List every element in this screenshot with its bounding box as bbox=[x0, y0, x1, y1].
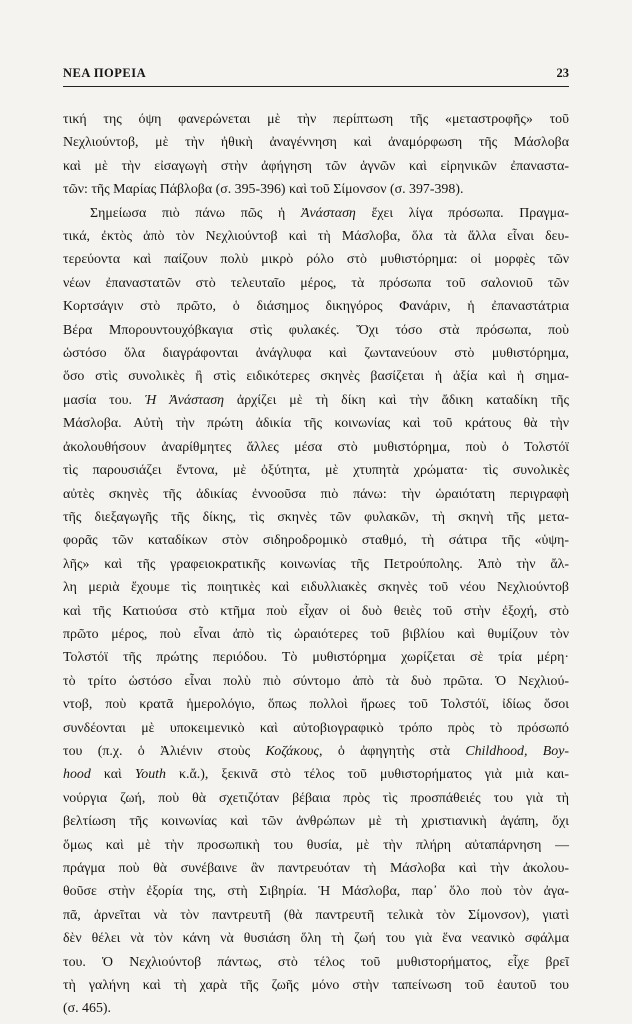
text-line bbox=[63, 459, 569, 482]
text-line bbox=[63, 553, 569, 576]
text-run: νούργια ζωή, ποὺ θὰ σχετιζόταν βέβαια πρὸς τὶς προσπάθειές του γιὰ τὴ bbox=[63, 790, 569, 806]
text-run: τῶν: τῆς Μαρίας Πάβλοβα (σ. 395-396) καὶ τοῦ Σίμονσον (σ. 397-398). bbox=[63, 182, 464, 198]
text-line bbox=[63, 623, 569, 646]
text-run: ἀκολουθήσουν ἀναρίθμητες ἄλλες μέσα στὸ μυθιστόρημα, ποὺ ὁ Τολστόϊ bbox=[63, 439, 569, 455]
text-line bbox=[63, 904, 569, 927]
text-run: καὶ τῆς Κατιούσα στὸ κτῆμα ποὺ εἶχαν οἱ δυὸ θειὲς τοῦ στὴν ἐξοχή, στὸ bbox=[63, 603, 569, 619]
text-run: Τολστόϊ τῆς πρώτης περιόδου. Τὸ μυθιστόρημα χωρίζεται σὲ τρία μέρη· bbox=[63, 650, 569, 666]
text-line bbox=[63, 483, 569, 506]
text-line bbox=[63, 997, 569, 1020]
text-line bbox=[63, 365, 569, 388]
text-line bbox=[63, 763, 569, 786]
text-run: νέων ἐπαναστατῶν στὸ τελευταῖο μέρος, τὰ πρόσωπα τοῦ σαλονιοῦ τῶν bbox=[63, 275, 569, 291]
text-run: καὶ μὲ τὴν εἰσαγωγὴ στὴν ἀφήγηση τῶν ἁγνῶν καὶ εἰρηνικῶν ἐπαναστα- bbox=[63, 158, 569, 174]
italic-title: Κοζάκους bbox=[265, 743, 320, 759]
text-line bbox=[63, 529, 569, 552]
text-run: (σ. 465). bbox=[63, 1001, 111, 1017]
italic-title: Youth bbox=[134, 767, 166, 783]
text-run: τικά, ἐκτὸς ἀπὸ τὸν Νεχλιούντοβ καὶ τὴ Μάσλοβα, ὅλα τὰ ἄλλα εἶναι δευ- bbox=[63, 229, 569, 245]
text-line bbox=[63, 670, 569, 693]
text-line bbox=[63, 787, 569, 810]
text-run: Νεχλιούντοβ, μὲ τὴν ἠθικὴ ἀναγέννηση καὶ ἀναμόρφωση τῆς Μάσλοβα bbox=[63, 135, 569, 151]
text-line bbox=[63, 436, 569, 459]
italic-title: Ἀνάσταση bbox=[301, 205, 356, 221]
text-line bbox=[63, 927, 569, 950]
running-header bbox=[63, 66, 569, 87]
italic-title: hood bbox=[63, 767, 91, 783]
text-run: τική της όψη φανερώνεται μὲ τὴν περίπτωση τῆς «μεταστροφῆς» τοῦ bbox=[63, 112, 569, 127]
text-line bbox=[63, 880, 569, 903]
text-line bbox=[63, 834, 569, 857]
text-run: πράγμα ποὺ θὰ συνέβαινε ἂν παντρευόταν τὴ Μάσλοβα καὶ τὴν ἀκολου- bbox=[63, 861, 569, 876]
text-line bbox=[63, 506, 569, 529]
text-run: δὲν θέλει νὰ τὸν κάνη νὰ θυσιάση ὅλη τὴ ζωή του γιὰ ἕνα νεανικὸ σφάλμα bbox=[63, 931, 569, 947]
text-run: τὴ γαλήνη καὶ τὴ χαρὰ τῆς ζωῆς μόνο στὴν ταπείνωση τοῦ ἑαυτοῦ του bbox=[63, 978, 569, 994]
text-run: Σημείωσα πιὸ πάνω πῶς ἡ bbox=[90, 205, 302, 221]
text-run: Βέρα Μπορουντουχόβκαγια στὶς φυλακές. Ὄχι τόσο στὰ πρόσωπα, ποὺ bbox=[63, 322, 569, 338]
text-line bbox=[63, 178, 569, 201]
text-run: ὅμως καὶ μὲ τὴν προσωπικὴ του θυσία, μὲ τὴν πλήρη αὐταπάρνηση — bbox=[63, 837, 569, 853]
text-run: του. Ὁ Νεχλιούντοβ πάντως, στὸ τέλος τοῦ μυθιστορήματος, εἶχε βρεῖ bbox=[63, 954, 569, 970]
text-line bbox=[63, 810, 569, 833]
text-run: φορᾶς τῶν καταδίκων στὸν σιδηροδρομικὸ σταθμό, τὴ σάτιρα τῆς «ὑψη- bbox=[63, 533, 569, 549]
text-run: του (π.χ. ὁ Ἀλιένιν στοὺς bbox=[63, 743, 266, 759]
text-line bbox=[63, 974, 569, 997]
italic-title: Ἡ Ἀνάσταση bbox=[144, 392, 225, 408]
text-line bbox=[63, 342, 569, 365]
text-line bbox=[63, 857, 569, 880]
text-line bbox=[63, 389, 569, 412]
text-line bbox=[63, 600, 569, 623]
text-line bbox=[63, 693, 569, 716]
text-run: ντοβ, ποὺ κρατᾶ ἡμερολόγιο, ὅπως πολλοὶ ἥρωες τοῦ Τολστόϊ, ἰδίως ὅσοι bbox=[63, 697, 569, 713]
text-line bbox=[63, 202, 569, 225]
text-line bbox=[63, 717, 569, 740]
page-number: 23 bbox=[556, 66, 569, 80]
text-run: ὅσο στὶς συνολικὲς ἢ στὶς ειδικότερες σκηνὲς βασίζεται ἡ ἀξία καὶ ἡ σημα- bbox=[63, 369, 569, 385]
journal-title: ΝΕΑ ΠΟΡΕΙΑ bbox=[63, 66, 147, 80]
text-line bbox=[63, 576, 569, 599]
text-run: ἔχει λίγα πρόσωπα. Πραγμα- bbox=[355, 205, 570, 221]
text-line bbox=[63, 646, 569, 669]
text-run: βελτίωση τῆς κοινωνίας καὶ τῶν ἀνθρώπων μὲ τὴ χριστιανικὴ ἀγάπη, ὄχι bbox=[63, 814, 569, 830]
text-run: αὐτὲς σκηνὲς τῆς ἀδικίας ἐννοοῦσα πιὸ πάνω: τὴν ὡραιότατη περιγραφὴ bbox=[63, 486, 569, 502]
text-line bbox=[63, 131, 569, 154]
text-line bbox=[63, 295, 569, 318]
text-run: ὡστόσο ὅλα διαγράφονται ἀνάγλυφα καὶ ζωντανεύουν στὸ μυθιστόρημα, bbox=[63, 346, 569, 362]
text-run: καὶ bbox=[90, 767, 135, 783]
text-run: Κορτσάγιν στὸ πρῶτο, ὁ διάσημος δικηγόρος Φανάριν, ἡ ἐπαναστάτρια bbox=[63, 299, 569, 315]
italic-title: Childhood, Boy- bbox=[465, 743, 569, 759]
text-run: , ὁ ἀφηγητὴς στὰ bbox=[319, 743, 466, 759]
text-line bbox=[63, 740, 569, 763]
text-run: κ.ἄ.), ξεκινᾶ στὸ τέλος τοῦ μυθιστορήματος γιὰ μιὰ και- bbox=[165, 767, 569, 783]
text-run: πρῶτο μέρος, ποὺ εἶναι ἀπὸ τὶς ὡραιότερες τοῦ βιβλίου καὶ θυμίζουν τὸν bbox=[63, 626, 569, 642]
text-run: ἀρχίζει μὲ τὴ δίκη καὶ τὴν ἄδικη καταδίκη τῆς bbox=[224, 392, 569, 408]
text-run: πᾶ, ἀρνεῖται νὰ τὸν παντρευτῆ (θὰ παντρευτῆ τελικὰ τὸν Σίμονσον), γιατὶ bbox=[63, 907, 569, 923]
text-run: συνδέονται μὲ υποκειμενικὸ καὶ αὐτοβιογραφικὸ τρόπο πρὸς τὸ πρόσωπό bbox=[63, 720, 569, 736]
text-line bbox=[63, 272, 569, 295]
text-line bbox=[63, 412, 569, 435]
text-line bbox=[63, 108, 569, 131]
text-run: τὶς παρουσιάζει ἔντονα, μὲ ὀξύτητα, μὲ χτυπητὰ χρώματα· τὶς συνολικὲς bbox=[63, 463, 569, 479]
text-run: λῆς» καὶ τῆς γραφειοκρατικῆς κοινωνίας τῆς Πετρούπολης. Ἀπὸ τὴν ἄλ- bbox=[63, 556, 569, 572]
body-text bbox=[63, 108, 569, 1021]
text-line bbox=[63, 155, 569, 178]
text-run: λη μεριὰ ἔχουμε τὶς ποιητικὲς καὶ ειδυλλιακὲς σκηνὲς τοῦ νέου Νεχλιούντοβ bbox=[63, 580, 569, 596]
text-run: Μάσλοβα. Αὐτὴ τὴν πρώτη ἀδικία τῆς κοινωνίας καὶ τοῦ κράτους θὰ τὴν bbox=[63, 416, 569, 432]
text-run: τῆς διεξαγωγῆς τῆς δίκης, τὶς σκηνὲς τῶν φυλακῶν, τὴ σκηνὴ τῆς μετα- bbox=[63, 509, 569, 525]
text-line bbox=[63, 225, 569, 248]
text-run: μασία του. bbox=[63, 392, 145, 408]
text-run: τερεύοντα καὶ παίζουν πολὺ μικρὸ ρόλο στὸ μυθιστόρημα: οἱ μορφὲς τῶν bbox=[63, 252, 569, 268]
text-line bbox=[63, 248, 569, 271]
text-line bbox=[63, 951, 569, 974]
text-line bbox=[63, 319, 569, 342]
text-run: τὸ τρίτο ὡστόσο εἶναι πολὺ πιὸ σύντομο ἀπὸ τὰ δυὸ πρῶτα. Ὁ Νεχλιού- bbox=[63, 673, 569, 689]
text-run: θοῦσε στὴν ἐξορία της, στὴ Σιβηρία. Ἡ Μάσλοβα, παρ᾽ ὅλο ποὺ τὸν ἀγα- bbox=[63, 884, 569, 900]
